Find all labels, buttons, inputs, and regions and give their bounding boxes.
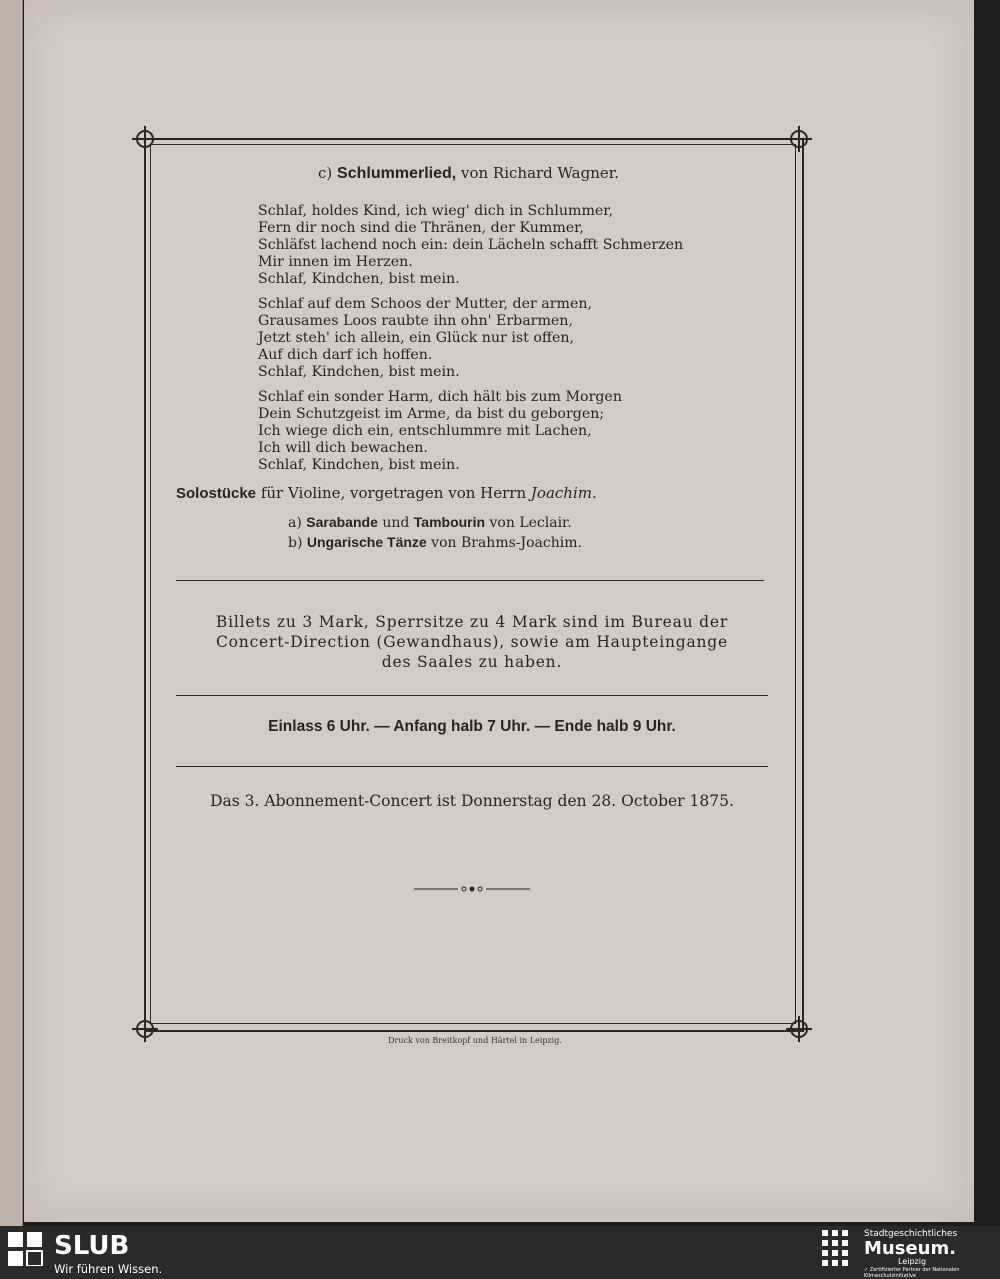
corner-ornament-bottom-right xyxy=(786,1016,812,1042)
verse-line: Schlaf, Kindchen, bist mein. xyxy=(258,271,460,287)
slub-tagline: Wir führen Wissen. xyxy=(54,1262,163,1276)
solo-item-composer: von Brahms-Joachim. xyxy=(431,535,582,551)
stanza-3 xyxy=(258,389,622,474)
verse-line: Mir innen im Herzen. xyxy=(258,254,413,270)
next-concert-notice: Das 3. Abonnement-Concert ist Donnerstag den 28. October 1875. xyxy=(210,792,734,810)
museum-city: Leipzig xyxy=(898,1257,927,1266)
verse-line: Ich wiege dich ein, entschlummre mit Lachen, xyxy=(258,423,592,439)
divider-rule xyxy=(176,766,768,767)
verse-line: Schlaf, Kindchen, bist mein. xyxy=(258,364,460,380)
solo-item-prefix: b) xyxy=(288,535,303,551)
museum-name-line1: Stadtgeschichtliches xyxy=(864,1229,958,1239)
solo-item-work: Ungarische Tänze xyxy=(306,534,427,550)
solo-item-work: Tambourin xyxy=(413,514,486,530)
facing-page-edge xyxy=(0,0,23,1226)
verse-line: Schlaf auf dem Schoos der Mutter, der armen, xyxy=(258,296,593,312)
solo-heading-rest: für Violine, vorgetragen von Herrn xyxy=(260,484,527,502)
solo-heading xyxy=(176,484,597,502)
verse-line: Schläfst lachend noch ein: dein Lächeln schafft Schmerzen xyxy=(258,237,684,253)
concert-times: Einlass 6 Uhr. — Anfang halb 7 Uhr. — Ende halb 9 Uhr. xyxy=(268,718,676,735)
verse-line: Auf dich darf ich hoffen. xyxy=(258,347,433,363)
corner-ornament-top-left xyxy=(132,126,158,152)
verse-line: Dein Schutzgeist im Arme, da bist du geborgen; xyxy=(258,406,605,422)
solo-item-a xyxy=(288,514,572,531)
verse-line: Schlaf, holdes Kind, ich wieg' dich in Schlummer, xyxy=(258,203,614,219)
ticket-info-line: des Saales zu haben. xyxy=(381,653,563,671)
corner-ornament-bottom-left xyxy=(132,1016,158,1042)
solo-item-composer: von Leclair. xyxy=(489,515,572,531)
verse-line: Schlaf, Kindchen, bist mein. xyxy=(258,457,460,473)
stanza-1 xyxy=(258,203,683,288)
ticket-info xyxy=(176,612,768,672)
solo-performer: Joachim. xyxy=(530,484,597,502)
solo-item-b xyxy=(288,534,582,551)
ticket-info-line: Billets zu 3 Mark, Sperrsitze zu 4 Mark sind im Bureau der xyxy=(215,613,729,631)
verse-line: Grausames Loos raubte ihn ohn' Erbarmen, xyxy=(258,313,573,329)
song-title-bold: Schlummerlied, xyxy=(337,165,457,182)
museum-logo-icon xyxy=(822,1230,856,1272)
verse-line: Jetzt steh' ich allein, ein Glück nur ist offen, xyxy=(258,330,575,346)
corner-ornament-top-right xyxy=(786,126,812,152)
museum-name-line2: Museum. xyxy=(864,1238,957,1259)
solo-item-work: Sarabande xyxy=(306,514,378,530)
divider-rule xyxy=(176,580,764,581)
song-title-prefix: c) xyxy=(318,164,333,182)
verse-line: Ich will dich bewachen. xyxy=(258,440,428,456)
museum-certification: ✓ Zertifizierter Partner der Nationalen Klimaschutzinitiative xyxy=(864,1267,960,1279)
solo-item-connector: und xyxy=(382,515,410,531)
printer-imprint: Druck von Breitkopf und Härtel in Leipzig. xyxy=(388,1036,562,1045)
solo-heading-bold: Solostücke xyxy=(176,485,257,502)
slub-name: SLUB xyxy=(54,1231,130,1261)
divider-rule xyxy=(176,695,768,696)
verse-line: Fern dir noch sind die Thränen, der Kummer, xyxy=(258,220,584,236)
song-title-rest: von Richard Wagner. xyxy=(460,164,620,182)
song-title xyxy=(318,164,619,183)
slub-logo-icon xyxy=(8,1232,46,1266)
fleuron-ornament xyxy=(414,883,530,895)
stanza-2 xyxy=(258,296,592,381)
ticket-info-line: Concert-Direction (Gewandhaus), sowie am Haupteingange xyxy=(216,633,728,651)
solo-item-prefix: a) xyxy=(288,515,302,531)
verse-line: Schlaf ein sonder Harm, dich hält bis zum Morgen xyxy=(258,389,622,405)
